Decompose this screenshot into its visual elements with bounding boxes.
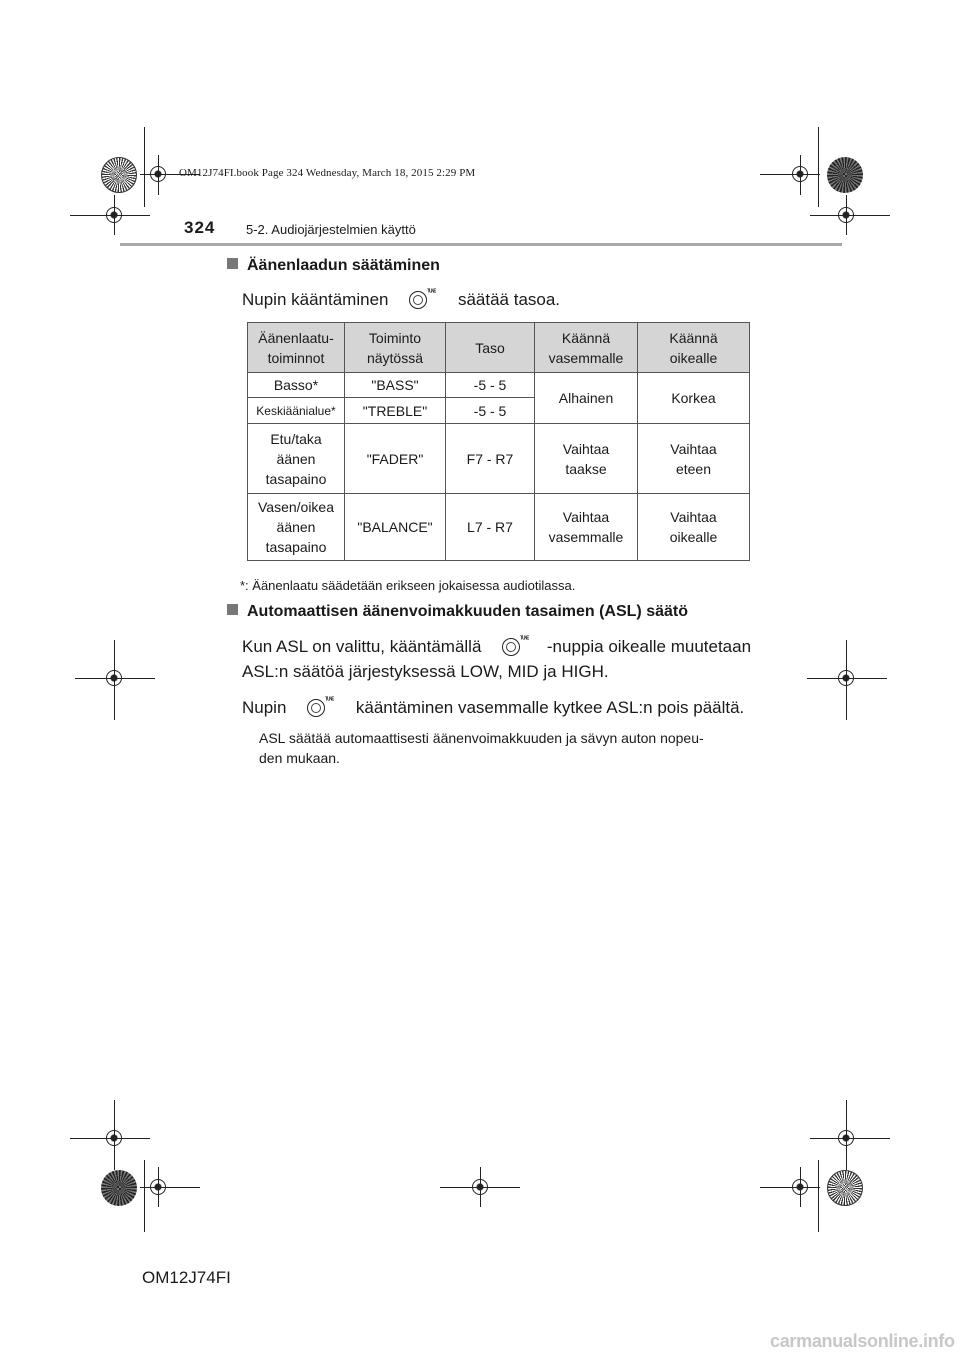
table-cell: L7 - R7: [446, 494, 535, 561]
square-bullet-icon: [227, 604, 238, 615]
registration-mark: [838, 207, 854, 223]
crop-mark: [140, 1187, 200, 1188]
table-cell: Korkea: [638, 373, 750, 424]
crop-mark: [760, 174, 820, 175]
table-row: [248, 494, 750, 561]
sound-quality-heading: [227, 257, 440, 275]
registration-mark: [150, 166, 166, 182]
table-cell: Vaihtaa oikealle: [638, 494, 750, 561]
table-cell: Alhainen: [535, 373, 638, 424]
asl-line-1-after: -nuppia oikealle muutetaan: [546, 637, 752, 656]
book-print-header: OM12J74FI.book Page 324 Wednesday, March 18, 2015 2:29 PM: [179, 167, 476, 179]
page-number: 324: [184, 218, 216, 237]
section-title: 5-2. Audiojärjestelmien käyttö: [246, 222, 416, 237]
registration-mark: [106, 670, 122, 686]
registration-mark: [792, 166, 808, 182]
asl-line-3: [242, 697, 744, 719]
registration-mark: [150, 1179, 166, 1195]
table-header-cell: Käännä oikealle: [638, 323, 750, 373]
sunburst-mark-bottom-right: [827, 1170, 863, 1206]
sunburst-mark-top-right: [827, 157, 863, 193]
table-footnote: *: Äänenlaatu säädetään erikseen jokaisessa audiotilassa.: [240, 578, 576, 593]
sunburst-mark-top-left: [101, 157, 137, 193]
tune-knob-icon: ᵀᵁᴺᴱ: [305, 697, 339, 719]
table-row: [248, 424, 750, 494]
table-cell: Etu/taka äänen tasapaino: [248, 424, 345, 494]
asl-heading: [227, 603, 688, 621]
sound-intro-after: säätää tasoa.: [457, 290, 561, 309]
table-cell: "BALANCE": [345, 494, 446, 561]
crop-mark: [144, 1160, 145, 1232]
table-cell: Vaihtaa eteen: [638, 424, 750, 494]
table-cell: "BASS": [345, 373, 446, 398]
table-cell: Keskiäänialue*: [248, 398, 345, 424]
tune-knob-icon: ᵀᵁᴺᴱ: [500, 636, 534, 658]
registration-mark: [106, 1130, 122, 1146]
table-header-cell: Äänenlaatu- toiminnot: [248, 323, 345, 373]
sound-quality-heading-text: Äänenlaadun säätäminen: [247, 257, 440, 274]
table-cell: Vaihtaa vasemmalle: [535, 494, 638, 561]
asl-line-2: ASL:n säätöä järjestyksessä LOW, MID ja HIGH.: [242, 662, 609, 681]
sound-settings-table: [247, 322, 750, 561]
asl-line-1: [242, 636, 751, 658]
tune-knob-icon: ᵀᵁᴺᴱ: [407, 289, 441, 311]
table-header-cell: Käännä vasemmalle: [535, 323, 638, 373]
sunburst-mark-bottom-left: [101, 1170, 137, 1206]
table-cell: Vaihtaa taakse: [535, 424, 638, 494]
table-cell: Vasen/oikea äänen tasapaino: [248, 494, 345, 561]
table-cell: "FADER": [345, 424, 446, 494]
crop-mark: [760, 1187, 820, 1188]
table-header-cell: Toiminto näytössä: [345, 323, 446, 373]
asl-heading-text: Automaattisen äänenvoimakkuuden tasaimen (ASL) säätö: [247, 603, 688, 620]
table-header-cell: Taso: [446, 323, 535, 373]
table-cell: -5 - 5: [446, 398, 535, 424]
table-header-row: [248, 323, 750, 373]
table-cell: "TREBLE": [345, 398, 446, 424]
footer-code: OM12J74FI: [142, 1268, 231, 1287]
registration-mark: [106, 207, 122, 223]
asl-line-1-before: Kun ASL on valittu, kääntämällä: [242, 637, 482, 656]
table-row: [248, 373, 750, 398]
asl-note-line-2: den mukaan.: [259, 750, 340, 766]
crop-mark: [144, 127, 145, 207]
table-cell: Basso*: [248, 373, 345, 398]
crop-mark: [818, 1160, 819, 1232]
registration-mark: [472, 1179, 488, 1195]
registration-mark: [838, 670, 854, 686]
sound-intro-before: Nupin kääntäminen: [242, 290, 389, 309]
square-bullet-icon: [227, 258, 238, 269]
asl-line-3-after: kääntäminen vasemmalle kytkee ASL:n pois päältä.: [355, 698, 745, 717]
sound-intro: [242, 289, 560, 311]
header-rule: [120, 243, 842, 246]
crop-mark: [818, 127, 819, 207]
registration-mark: [838, 1130, 854, 1146]
asl-line-3-before: Nupin: [242, 698, 287, 717]
table-cell: -5 - 5: [446, 373, 535, 398]
watermark: carmanualsonline.info: [770, 1331, 955, 1351]
table-cell: F7 - R7: [446, 424, 535, 494]
asl-note-line-1: ASL säätää automaattisesti äänenvoimakkuuden ja sävyn auton nopeu-: [259, 730, 704, 746]
registration-mark: [792, 1179, 808, 1195]
